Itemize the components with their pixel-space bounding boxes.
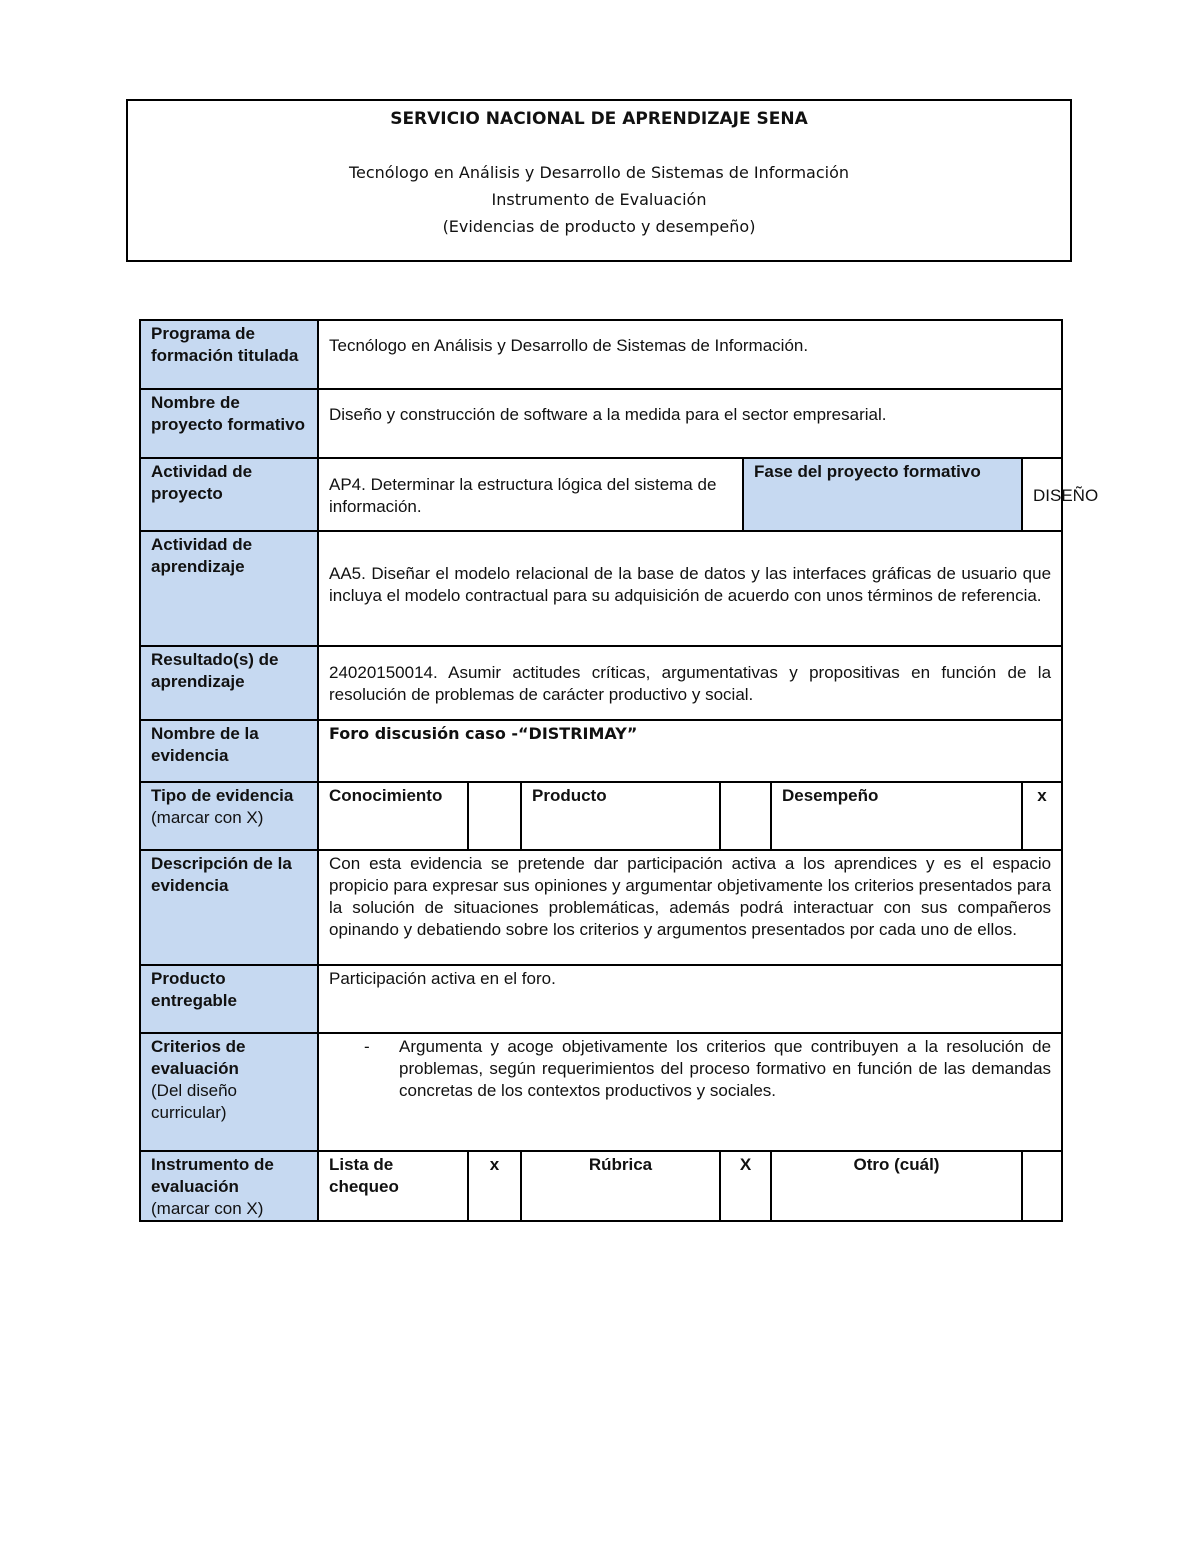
value-actividad-proyecto: AP4. Determinar la estructura lógica del sistema de información.: [318, 458, 743, 531]
row-programa: [140, 320, 1062, 389]
evaluation-table: [139, 319, 1099, 1222]
header-program: Tecnólogo en Análisis y Desarrollo de Sistemas de Información: [348, 163, 850, 182]
label-fase: Fase del proyecto formativo: [743, 458, 1022, 531]
row-resultados: [140, 646, 1062, 720]
tipo-conocimiento-mark: [468, 782, 521, 850]
value-proyecto: Diseño y construcción de software a la medida para el sector empresarial.: [318, 389, 1062, 458]
instrumento-rubrica: Rúbrica: [521, 1151, 720, 1221]
row-proyecto: [140, 389, 1062, 458]
label-evidencia: Nombre de la evidencia: [140, 720, 318, 782]
tipo-conocimiento: Conocimiento: [318, 782, 468, 850]
row-actividad-proyecto: [140, 458, 1062, 531]
label-resultados: Resultado(s) de aprendizaje: [140, 646, 318, 720]
value-programa: Tecnólogo en Análisis y Desarrollo de Sistemas de Información.: [318, 320, 1062, 389]
criterios-label: Criterios de evaluación: [151, 1037, 246, 1078]
fase-text: DISEÑO: [1033, 485, 1099, 505]
label-criterios: [140, 1033, 318, 1151]
label-actividad-aprendizaje: Actividad de aprendizaje: [140, 531, 318, 646]
label-producto-entregable: Producto entregable: [140, 965, 318, 1033]
criterio-text: Argumenta y acoge objetivamente los criterios que contribuyen a la resolución de problemas, según requerimientos del proceso formativo en función de las demandas concretas de los contextos productivos y sociales.: [399, 1037, 1052, 1100]
row-actividad-aprendizaje: [140, 531, 1062, 646]
header-instrument: Instrumento de Evaluación: [491, 190, 707, 209]
tipo-desempeno: Desempeño: [771, 782, 1022, 850]
value-resultados: 24020150014. Asumir actitudes críticas, argumentativas y propositivas en función de la resolución de problemas de carácter productivo y social.: [318, 646, 1062, 720]
value-actividad-aprendizaje: AA5. Diseñar el modelo relacional de la base de datos y las interfaces gráficas de usuario que incluya el modelo contractual para su adquisición de acuerdo con unos términos de referencia.: [318, 531, 1062, 646]
value-producto-entregable: Participación activa en el foro.: [318, 965, 1062, 1033]
row-instrumento: [140, 1151, 1062, 1221]
label-actividad-proyecto: Actividad de proyecto: [140, 458, 318, 531]
instrumento-note: (marcar con X): [151, 1199, 264, 1218]
instrumento-otro: Otro (cuál): [771, 1151, 1022, 1221]
row-evidencia: [140, 720, 1062, 782]
instrumento-lista-mark: x: [468, 1151, 521, 1221]
row-criterios: [140, 1033, 1062, 1151]
row-descripcion: [140, 850, 1062, 965]
label-instrumento: [140, 1151, 318, 1221]
tipo-desempeno-mark: x: [1022, 782, 1062, 850]
criterios-note: (Del diseño curricular): [151, 1081, 237, 1122]
evidence-name: Foro discusión caso -“DISTRIMAY”: [329, 724, 638, 743]
instrumento-otro-mark: [1022, 1151, 1062, 1221]
instrumento-lista: Lista de chequeo: [318, 1151, 468, 1221]
row-producto-entregable: [140, 965, 1062, 1033]
label-programa: Programa de formación titulada: [140, 320, 318, 389]
instrumento-label: Instrumento de evaluación: [151, 1155, 274, 1196]
tipo-note: (marcar con X): [151, 808, 264, 827]
criterio-bullet: -: [364, 1037, 370, 1056]
header-title: SERVICIO NACIONAL DE APRENDIZAJE SENA: [390, 109, 808, 129]
row-tipo: [140, 782, 1062, 850]
document-header: [126, 99, 1072, 262]
value-descripcion: Con esta evidencia se pretende dar participación activa a los aprendices y es el espacio propicio para expresar sus opiniones y argumentar objetivamente los criterios presentados para la solución de situaciones problemáticas, además podrá interactuar con sus compañeros opinando y debatiendo sobre los criterios y argumentos presentados por cada uno de ellos.: [318, 850, 1062, 965]
value-evidencia: [318, 720, 1062, 782]
tipo-producto: Producto: [521, 782, 720, 850]
header-evidences: (Evidencias de producto y desempeño): [442, 217, 756, 236]
tipo-producto-mark: [720, 782, 771, 850]
label-descripcion: Descripción de la evidencia: [140, 850, 318, 965]
instrumento-rubrica-mark: X: [720, 1151, 771, 1221]
value-fase: [1022, 458, 1099, 531]
value-criterios: [318, 1033, 1062, 1151]
tipo-label: Tipo de evidencia: [151, 786, 294, 805]
label-proyecto: Nombre de proyecto formativo: [140, 389, 318, 458]
label-tipo: [140, 782, 318, 850]
